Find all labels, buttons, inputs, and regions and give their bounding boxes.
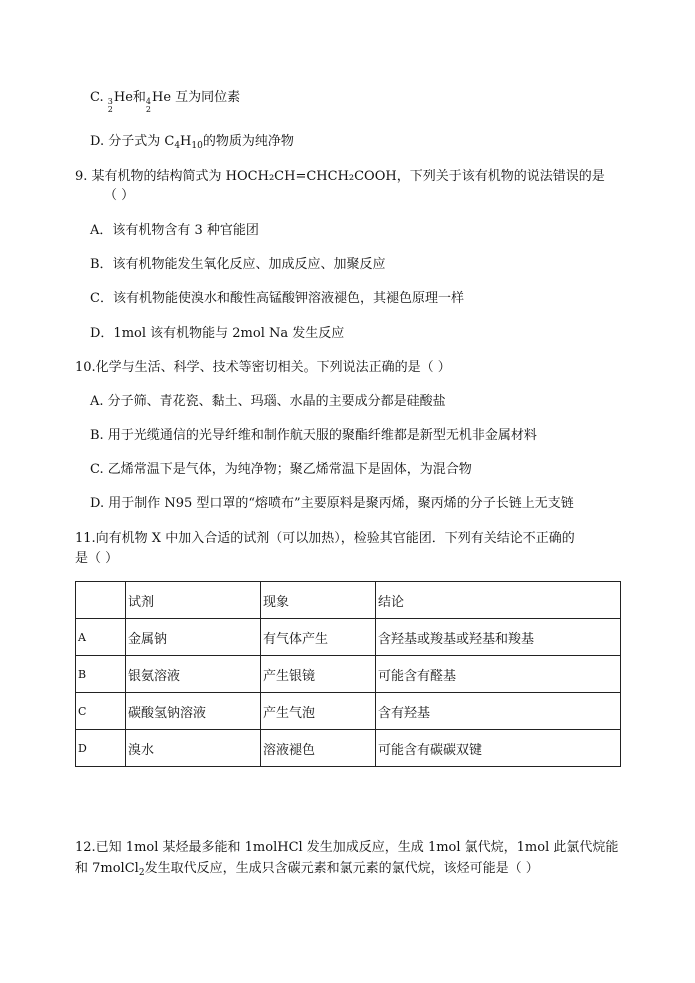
table-cell: 可能含有醛基 (376, 656, 621, 693)
q10-stem: 10.化学与生活、科学、技术等密切相关。下列说法正确的是（ ） (75, 360, 451, 375)
table-cell: D (76, 730, 126, 767)
stem-text: 和 7molCl (75, 861, 139, 876)
option-label: C. (90, 90, 104, 105)
table-row (76, 619, 621, 656)
option-text: D. 分子式为 C (90, 134, 175, 149)
option-text: 的物质为纯净物 (202, 134, 294, 149)
table-cell: 含羟基或羧基或羟基和羧基 (376, 619, 621, 656)
q9-option-d: D．1mol 该有机物能与 2mol Na 发生反应 (90, 326, 345, 341)
table-header-cell: 结论 (376, 582, 621, 619)
option-text: H (180, 134, 192, 149)
q12-stem-line2 (75, 860, 539, 882)
q10-option-a: A. 分子筛、青花瓷、黏土、玛瑙、水晶的主要成分都是硅酸盐 (90, 394, 446, 409)
subscript: 4 (174, 141, 181, 151)
q9-option-a: A．该有机物含有 3 种官能团 (90, 223, 259, 238)
table-cell: 碳酸氢钠溶液 (126, 693, 261, 730)
q11-table (75, 581, 621, 767)
table-cell: 有气体产生 (261, 619, 376, 656)
table-row (76, 656, 621, 693)
q10-option-c: C. 乙烯常温下是气体，为纯净物；聚乙烯常温下是固体，为混合物 (90, 462, 472, 477)
element-symbol: He (152, 90, 172, 105)
table-cell: 产生银镜 (261, 656, 376, 693)
table-cell: 含有羟基 (376, 693, 621, 730)
table-header-row (76, 582, 621, 619)
q10-option-d: D. 用于制作 N95 型口罩的“熔喷布”主要原料是聚丙烯，聚丙烯的分子长链上无支链 (90, 496, 574, 511)
table-cell: A (76, 619, 126, 656)
q9-option-b: B．该有机物能发生氧化反应、加成反应、加聚反应 (90, 257, 386, 272)
q8-option-c (90, 89, 240, 114)
q11-stem-line2: 是（ ） (75, 551, 119, 566)
subscript: 10 (191, 141, 203, 151)
table-header-cell: 现象 (261, 582, 376, 619)
table-header-cell: 试剂 (126, 582, 261, 619)
table-cell: 金属钠 (126, 619, 261, 656)
table-cell: 溴水 (126, 730, 261, 767)
q9-stem: 9. 某有机物的结构简式为 HOCH₂CH=CHCH₂COOH，下列关于该有机物的说法错误的是 (75, 169, 605, 184)
q11-stem-line1: 11.向有机物 X 中加入合适的试剂（可以加热），检验其官能团．下列有关结论不正确的 (75, 531, 575, 546)
conjunction: 和 (132, 90, 146, 105)
table-cell: 溶液褪色 (261, 730, 376, 767)
element-symbol: He (113, 90, 133, 105)
q9-option-c: C．该有机物能使溴水和酸性高锰酸钾溶液褪色，其褪色原理一样 (90, 291, 464, 306)
q9-answer-paren: （ ） (104, 188, 135, 203)
table-header-cell (76, 582, 126, 619)
subscript: 2 (138, 868, 145, 878)
nuclide-notation: 4 2 (145, 97, 151, 114)
table-row (76, 693, 621, 730)
stem-text: 发生取代反应，生成只含碳元素和氯元素的氯代烷，该烃可能是（ ） (144, 861, 539, 876)
table-cell: 可能含有碳碳双键 (376, 730, 621, 767)
q10-option-b: B. 用于光缆通信的光导纤维和制作航天服的聚酯纤维都是新型无机非金属材料 (90, 428, 537, 443)
table-cell: 产生气泡 (261, 693, 376, 730)
option-text: 互为同位素 (175, 90, 241, 105)
nuclide-notation: 3 2 (107, 97, 113, 114)
table-cell: B (76, 656, 126, 693)
table-row (76, 730, 621, 767)
table-cell: C (76, 693, 126, 730)
q8-option-d (90, 133, 294, 155)
table-cell: 银氨溶液 (126, 656, 261, 693)
q12-stem-line1: 12.已知 1mol 某烃最多能和 1molHCl 发生加成反应，生成 1mol 氯代烷，1mol 此氯代烷能 (75, 840, 619, 855)
